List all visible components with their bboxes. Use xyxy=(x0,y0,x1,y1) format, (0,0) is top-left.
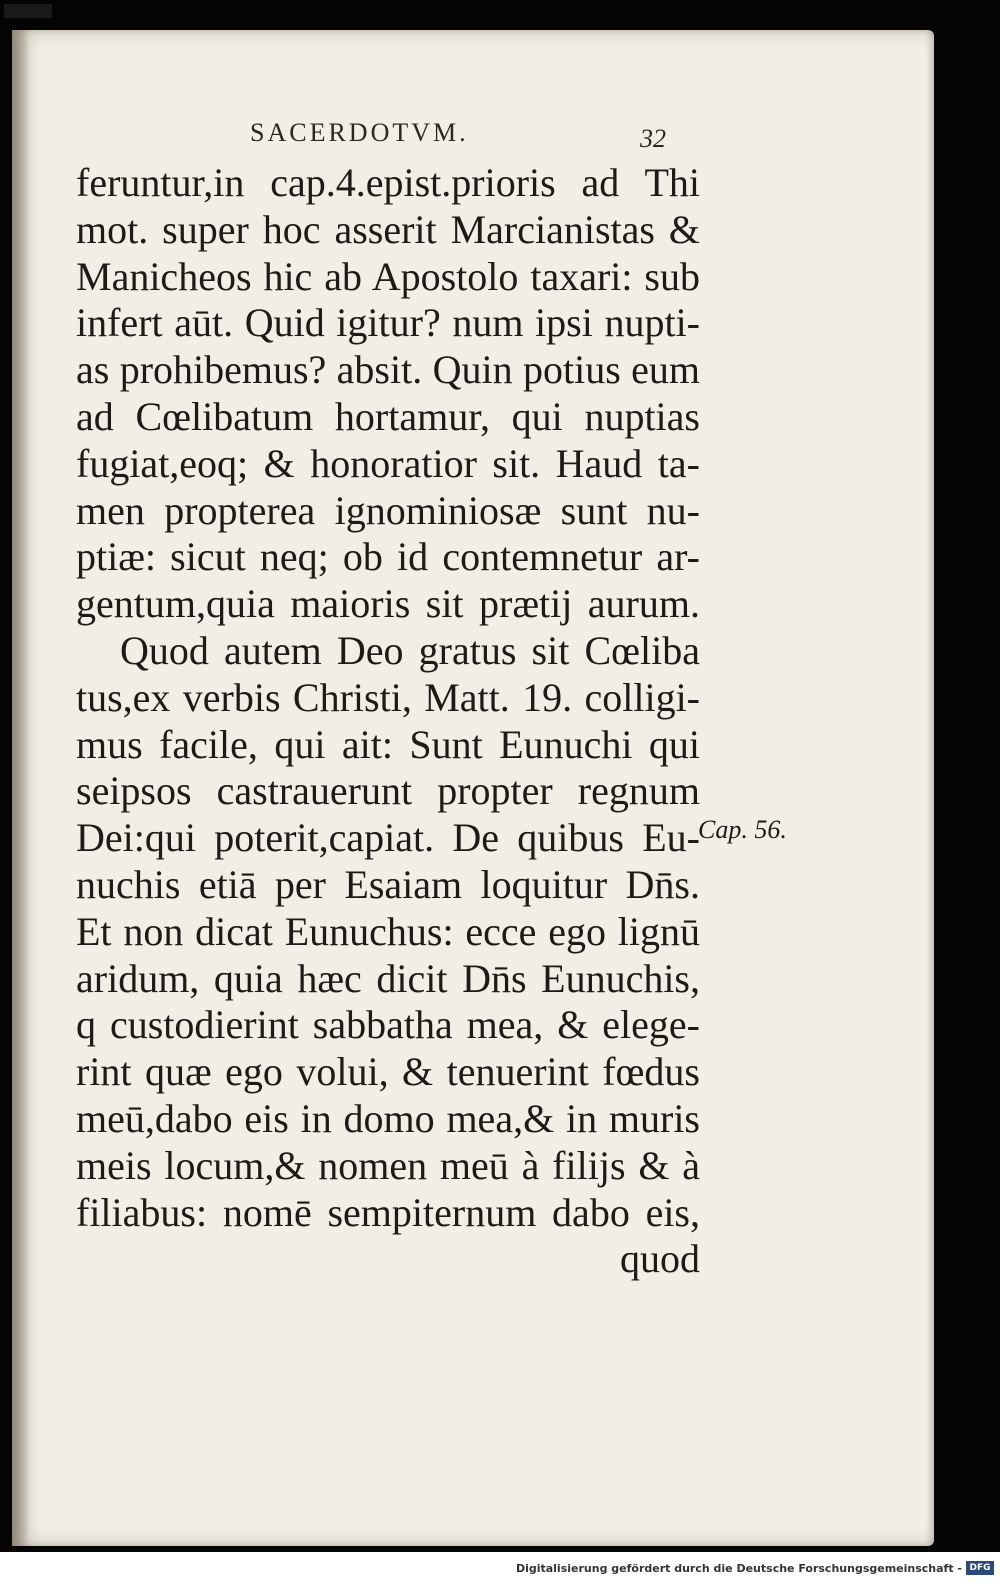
text-line: meū,dabo eis in domo mea,& in muris xyxy=(76,1095,700,1141)
text-line: men propterea ignominiosæ sunt nu- xyxy=(76,487,700,533)
scan-corner-mark xyxy=(4,4,52,18)
text-line: Manicheos hic ab Apostolo taxari: sub xyxy=(76,253,700,299)
marginal-note: Cap. 56. xyxy=(698,815,787,844)
text-line: nuchis etiā per Esaiam loquitur Dn̄s. xyxy=(76,861,700,907)
text-line: gentum,quia maioris sit prætij aurum. xyxy=(76,581,700,627)
text-line: Dei:qui poterit,capiat. De quibus Eu- xyxy=(76,815,700,861)
text-line: Quod autem Deo gratus sit Cœliba xyxy=(120,627,700,673)
text-line: mot. super hoc asserit Marcianistas & xyxy=(76,206,700,252)
text-line: tus,ex verbis Christi, Matt. 19. colligi- xyxy=(76,674,700,720)
text-line: q custodierint sabbatha mea, & elege- xyxy=(76,1002,700,1048)
text-line: feruntur,in cap.4.epist.prioris ad Thi xyxy=(76,160,700,205)
dfg-logo-icon: DFG xyxy=(966,1561,994,1575)
text-line: aridum, quia hæc dicit Dn̄s Eunuchis, xyxy=(76,955,700,1001)
text-line: as prohibemus? absit. Quin potius eum xyxy=(76,347,700,393)
text-line: rint quæ ego volui, & tenuerint fœdus xyxy=(76,1049,700,1095)
page-gutter xyxy=(12,30,30,1546)
text-line: mus facile, qui ait: Sunt Eunuchi qui xyxy=(76,721,700,767)
text-line: ptiæ: sicut neq; ob id contemnetur ar- xyxy=(76,534,700,580)
text-line: meis locum,& nomen meū à filijs & à xyxy=(76,1142,700,1188)
text-line: infert aūt. Quid igitur? num ipsi nupti- xyxy=(76,300,700,346)
body-text xyxy=(76,160,700,1283)
catchword: quod xyxy=(620,1236,700,1282)
text-line: Et non dicat Eunuchus: ecce ego lignū xyxy=(76,908,700,954)
text-line: filiabus: nomē sempiternum dabo eis, xyxy=(76,1189,700,1235)
footer-credit: Digitalisierung gefördert durch die Deutsche Forschungsgemeinschaft - xyxy=(515,1562,962,1575)
text-line: fugiat,eoq; & honoratior sit. Haud ta- xyxy=(76,440,700,486)
text-line: seipsos castrauerunt propter regnum xyxy=(76,768,700,814)
page-number: 32 xyxy=(640,124,666,153)
digitization-footer xyxy=(0,1552,1000,1594)
running-head: SACERDOTVM. xyxy=(250,118,469,147)
text-line: ad Cœlibatum hortamur, qui nuptias xyxy=(76,393,700,439)
